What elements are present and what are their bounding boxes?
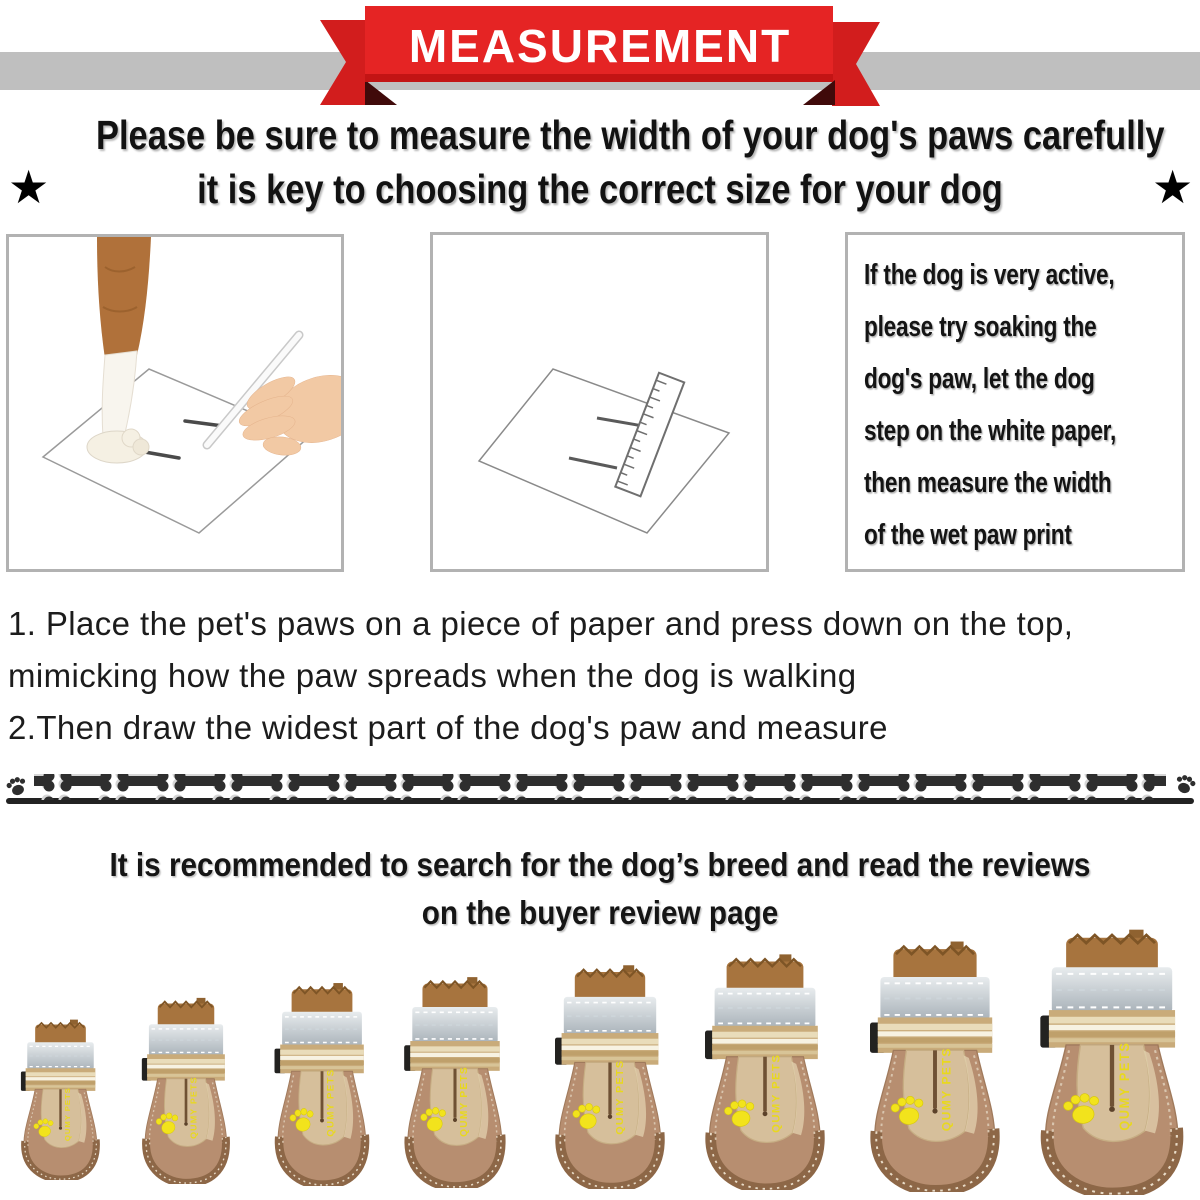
dog-boot-2 [133,996,239,1184]
paw-print-icon [5,775,29,798]
dog-boot-7 [857,939,1013,1192]
note-line: If the dog is very active, [864,259,1115,291]
recommendation-line2: on the buyer review page [421,894,779,931]
panel-ruler-sketch [430,232,769,572]
banner-title: MEASUREMENT [408,20,792,72]
bone-divider [0,768,1200,812]
headline-line1: Please be sure to measure the width of your dog's paws carefully [96,112,1165,158]
note-line: please try soaking the [864,311,1097,343]
step-line: 1. Place the pet's paws on a piece of paper and press down on the top, [8,605,1074,642]
panel-active-dog-note [845,232,1185,572]
measuring-steps [8,598,1198,754]
star-icon: ★ [1152,160,1194,214]
dog-boot-4 [394,975,516,1188]
panel-paw-photo [6,234,344,572]
note-line: of the wet paw print [864,519,1072,551]
step-line: 2.Then draw the widest part of the dog's paw and measure [8,709,888,746]
step-line: mimicking how the paw spreads when the dog is walking [8,657,857,694]
dog-boot-8 [1026,927,1198,1195]
paper-ruler-sketch [433,235,766,569]
dog-boot-1 [13,1018,108,1180]
star-icon: ★ [8,160,50,214]
note-line: dog's paw, let the dog [864,363,1095,395]
paw-on-paper-photo [9,237,341,569]
note-line: then measure the width [864,467,1112,499]
note-line: step on the white paper, [864,415,1117,447]
recommendation-line1: It is recommended to search for the dog’s breed and read the reviews [109,846,1091,883]
dog-boot-6 [693,952,837,1190]
dog-boot-5 [544,963,676,1189]
paw-print-icon [1173,773,1197,796]
dog-boot-3 [265,981,379,1186]
headline-line2: it is key to choosing the correct size for your dog [197,166,1003,212]
